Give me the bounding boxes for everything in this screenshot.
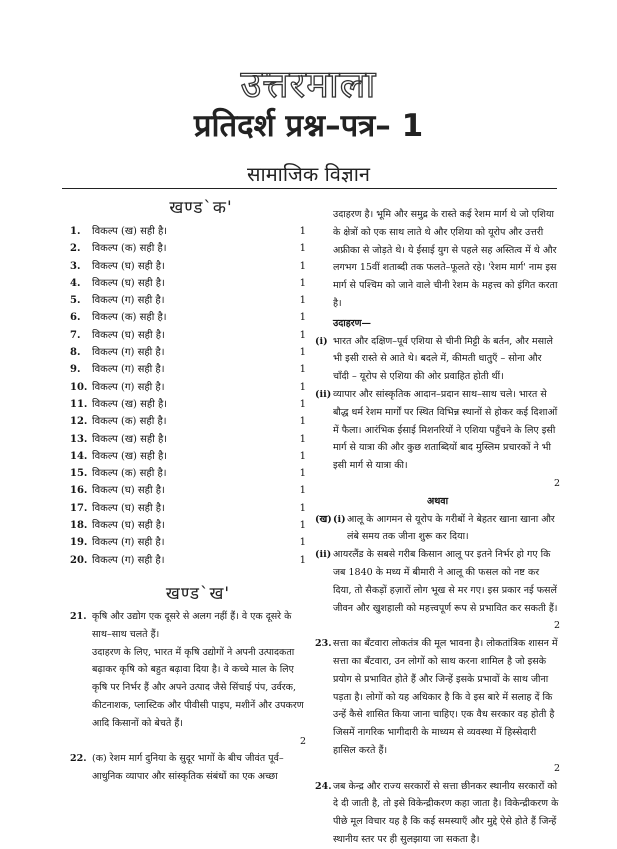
answer-mark: 1 <box>299 433 306 445</box>
answer-paragraph: (क) रेशम मार्ग दुनिया के सुदूर भागों के बीच जीवंत पूर्व–आधुनिक व्यापार और सांस्कृतिक संबंधों का एक अच्छा <box>92 753 284 783</box>
answer-mark: 1 <box>299 537 306 549</box>
answer-mark: 1 <box>299 416 306 428</box>
sample-paper-subtitle: प्रतिदर्श प्रश्न–पत्र– 1 <box>193 108 424 144</box>
item-number: (i) <box>315 335 328 347</box>
right-column <box>315 206 560 849</box>
answer-number: 3. <box>70 260 81 272</box>
answer-text: विकल्प (घ) सही है। <box>92 277 165 289</box>
answer-number: 10. <box>70 381 88 393</box>
marks: 2 <box>553 620 560 632</box>
answer-paragraph: सत्ता का बँटवारा लोकतंत्र की मूल भावना है। लोकतांत्रिक शासन में सत्ता का बँटवारा, उन लोगों को साथ करना शामिल है जो इसके प्रयोग से प्रभावित होते हैं और जिन्हें इसके प्रभावों के साथ जीना पड़ता है। लोगों को यह अधिकार है कि वे इस बारे में सलाह दें कि उन्हें कैसे शासित किया जाना चाहिए। एक वैध सरकार वह होती है जिसमें नागरिक भागीदारी के माध्यम से व्यवस्था में हिस्सेदारी हासिल करते हैं। <box>333 638 558 756</box>
examples-label: उदाहरण— <box>333 317 372 329</box>
question-number: 22. <box>70 753 87 765</box>
answer-row <box>70 309 306 326</box>
answer-number: 16. <box>70 485 88 497</box>
sub-item <box>333 511 560 547</box>
answer-row <box>70 327 306 344</box>
answer-number: 6. <box>70 312 81 324</box>
item-number: (ii) <box>315 388 332 400</box>
answer-row <box>70 534 306 551</box>
answer-mark: 1 <box>299 329 306 341</box>
answer-row <box>70 465 306 482</box>
answer-row <box>70 500 306 517</box>
marks: 2 <box>553 762 560 774</box>
answer-row <box>70 344 306 361</box>
answer-mark: 1 <box>299 364 306 376</box>
answer-number: 9. <box>70 364 81 376</box>
answer-number: 2. <box>70 243 81 255</box>
item-text: आलू के आगमन से यूरोप के गरीबों ने बेहतर खाना खाना और लंबे समय तक जीना शुरू कर दिया। <box>347 513 555 543</box>
answer-text: विकल्प (क) सही है। <box>92 243 167 255</box>
answer-number: 19. <box>70 537 88 549</box>
answer-row <box>70 482 306 499</box>
example-item <box>315 333 560 386</box>
or-label: अथवा <box>426 495 449 507</box>
item-number: (ख) <box>315 513 332 525</box>
answer-mark: 1 <box>299 295 306 307</box>
answer-text: विकल्प (क) सही है। <box>92 468 167 480</box>
answer-row <box>70 275 306 292</box>
example-item <box>315 386 560 475</box>
answer-mark: 1 <box>299 226 306 237</box>
answer-mark: 1 <box>299 381 306 393</box>
answer-row <box>70 292 306 309</box>
answer-text: विकल्प (ग) सही है। <box>92 554 165 566</box>
answer-number: 11. <box>70 398 88 410</box>
answer-mark: 1 <box>299 554 306 566</box>
answer-text: विकल्प (ग) सही है। <box>92 381 165 393</box>
answer-row <box>70 223 306 240</box>
answer-row <box>70 413 306 430</box>
answer-number: 8. <box>70 347 81 359</box>
item-text: भारत और दक्षिण–पूर्व एशिया से चीनी मिट्टी के बर्तन, और मसाले भी इसी रास्ते से आते थे। बदले में, कीमती धातुएँ – सोना और चाँदी – यूरोप से एशिया की ओर प्रवाहित होती थीं। <box>333 335 553 383</box>
answer-text: विकल्प (ग) सही है। <box>92 537 165 549</box>
answer-number: 17. <box>70 502 88 514</box>
section-a-answer-list <box>70 223 306 569</box>
answer-row <box>70 517 306 534</box>
answer-text: विकल्प (घ) सही है। <box>92 260 165 272</box>
answer-row <box>70 361 306 378</box>
answer-text: विकल्प (ग) सही है। <box>92 364 165 376</box>
answer-text: विकल्प (ख) सही है। <box>92 450 168 462</box>
question-23 <box>315 635 560 760</box>
marks: 2 <box>553 477 560 489</box>
question-number: 21. <box>70 610 87 622</box>
answer-mark: 1 <box>299 468 306 480</box>
answer-text: विकल्प (ग) सही है। <box>92 347 165 359</box>
answer-mark: 1 <box>299 502 306 514</box>
answer-mark: 1 <box>299 243 306 255</box>
answer-mark: 1 <box>299 398 306 410</box>
answer-paragraph: उदाहरण के लिए, भारत में कृषि उद्योगों ने अपनी उत्पादकता बढ़ाकर कृषि को बहुत बढ़ावा दिया है। वे कच्चे माल के लिए कृषि पर निर्भर हैं और अपने उत्पाद जैसे सिंचाई पंप, उर्वरक, कीटनाशक, प्लास्टिक और पीवीसी पाइप, मशीनें और उपकरण आदि किसानों को बेचते हैं। <box>92 646 304 729</box>
answer-text: विकल्प (घ) सही है। <box>92 485 165 497</box>
answer-number: 4. <box>70 277 81 289</box>
answer-mark: 1 <box>299 520 306 532</box>
item-number: (i) <box>333 513 346 525</box>
answer-text: विकल्प (ख) सही है। <box>92 433 168 445</box>
answer-row <box>70 448 306 465</box>
answer-row <box>70 240 306 257</box>
answer-mark: 1 <box>299 260 306 272</box>
answer-text: विकल्प (क) सही है। <box>92 312 167 324</box>
left-column <box>70 197 306 786</box>
answer-number: 15. <box>70 468 88 480</box>
answer-key-title: उत्तरमाला <box>240 62 377 106</box>
answer-number: 13. <box>70 433 88 445</box>
answer-mark: 1 <box>299 312 306 324</box>
answer-text: विकल्प (घ) सही है। <box>92 329 165 341</box>
answer-text: विकल्प (ख) सही है। <box>92 226 168 237</box>
question-number: 24. <box>315 780 332 792</box>
answer-number: 18. <box>70 520 88 532</box>
question-number: 23. <box>315 638 332 650</box>
answer-row <box>70 431 306 448</box>
subject-heading: सामाजिक विज्ञान <box>247 162 370 186</box>
question-22 <box>70 750 306 786</box>
section-b-title: खण्ड`ख' <box>165 583 231 604</box>
header-divider <box>62 188 557 189</box>
item-text: आयरलैंड के सबसे गरीब किसान आलू पर इतने निर्भर हो गए कि जब 1840 के मध्य में बीमारी ने आलू की फसल को नष्ट कर दिया, तो सैकड़ों हज़ारों लोग भूख से मर गए। इस प्रकार नई फसलें जीवन और खुशहाली को महत्त्वपूर्ण रूप से प्रभावित कर सकती हैं। <box>333 549 558 614</box>
question-21 <box>70 608 306 750</box>
sub-item <box>315 546 560 617</box>
answer-paragraph: कृषि और उद्योग एक दूसरे से अलग नहीं हैं। वे एक दूसरे के साथ–साथ चलते हैं। <box>92 610 292 640</box>
item-number: (ii) <box>315 549 332 561</box>
answer-number: 12. <box>70 416 88 428</box>
item-text: व्यापार और सांस्कृतिक आदान–प्रदान साथ–साथ चले। भारत से बौद्ध धर्म रेशम मार्गों पर स्थित विभिन्न स्थानों से होकर कई दिशाओं में फैला। आरंभिक ईसाई मिशनरियों ने एशिया पहुँचने के लिए इसी मार्ग से यात्रा की और कुछ शताब्दियों बाद मुस्लिम प्रचारकों ने भी इसी मार्ग से यात्रा की। <box>333 388 558 472</box>
answer-number: 14. <box>70 450 88 462</box>
answer-text: विकल्प (ख) सही है। <box>92 398 168 410</box>
answer-mark: 1 <box>299 347 306 359</box>
answer-row <box>70 552 306 569</box>
answer-row <box>70 396 306 413</box>
answer-text: विकल्प (क) सही है। <box>92 416 167 428</box>
alternative-answer <box>315 511 560 547</box>
answer-text: विकल्प (घ) सही है। <box>92 520 165 532</box>
marks: 2 <box>299 735 306 747</box>
answer-text: विकल्प (ग) सही है। <box>92 295 165 307</box>
answer-number: 7. <box>70 329 81 341</box>
answer-mark: 1 <box>299 277 306 289</box>
answer-paragraph: जब केन्द्र और राज्य सरकारों से सत्ता छीनकर स्थानीय सरकारों को दे दी जाती है, तो इसे विकेन्द्रीकरण कहा जाता है। विकेन्द्रीकरण के पीछे मूल विचार यह है कि कई समस्याएँ और मुद्दे ऐसे होते हैं जिन्हें स्थानीय स्तर पर ही सुलझाया जा सकता है। <box>333 780 559 845</box>
answer-number: 1. <box>70 226 81 237</box>
answer-number: 20. <box>70 554 88 566</box>
answer-mark: 1 <box>299 450 306 462</box>
answer-paragraph: उदाहरण है। भूमि और समुद्र के रास्ते कई रेशम मार्ग थे जो एशिया के क्षेत्रों को एक साथ लाते थे और एशिया को यूरोप और उत्तरी अफ्रीका से जोड़ते थे। ये ईसाई युग से पहले सह अस्तित्व में थे और लगभग 15वीं शताब्दी तक फलते–फूलते रहे। 'रेशम मार्ग' नाम इस मार्ग से पश्चिम को जाने वाले चीनी रेशम के महत्त्व को इंगित करता है। <box>333 209 558 309</box>
answer-text: विकल्प (घ) सही है। <box>92 502 165 514</box>
answer-mark: 1 <box>299 485 306 497</box>
section-a-title: खण्ड`क' <box>169 198 233 218</box>
answer-number: 5. <box>70 295 81 307</box>
answer-row <box>70 379 306 396</box>
answer-row <box>70 258 306 275</box>
question-24 <box>315 778 560 849</box>
